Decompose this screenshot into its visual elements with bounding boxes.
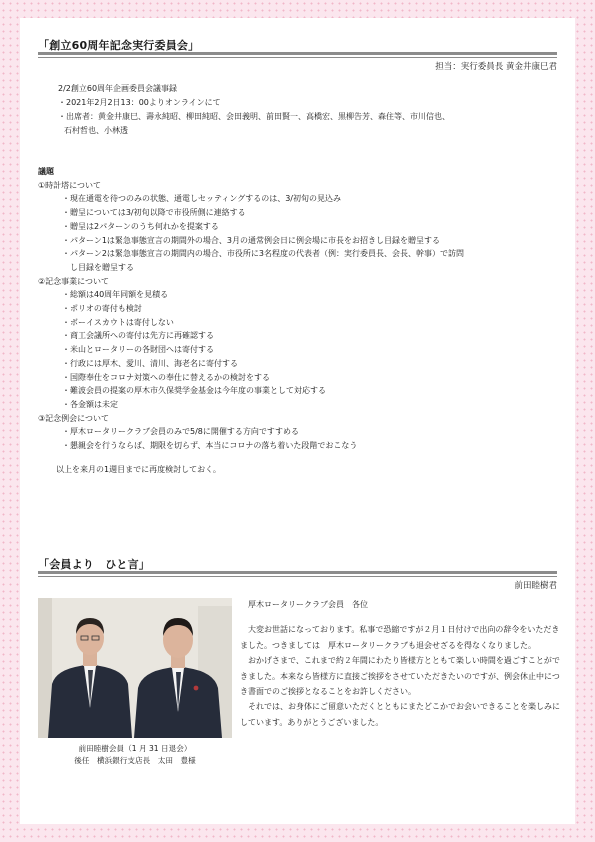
meeting-attendees: ・出席者：黄金井康巳、壽永純昭、柳田純昭、会田義明、前田賢一、高橋宏、黒柳告芳、森住等、市川信也、 — [58, 112, 450, 121]
topic-clock-tower: ①時計塔について — [38, 180, 102, 190]
section-heading-anniversary: 「創立60周年記念実行委員会」 — [38, 39, 200, 52]
list-item: ・行政には厚木、愛川、清川、海老名に寄付する — [62, 358, 238, 368]
list-item: ・難波会員の提案の厚木市久保奨学金基金は今年度の事業として対応する — [62, 386, 326, 396]
list-item: ・商工会議所への寄付は先方に再確認する — [62, 331, 214, 341]
caption-line-2: 後任 横浜銀行支店長 太田 豊様 — [74, 756, 196, 765]
letter-paragraph: おかげさまで、これまで約２年間にわたり皆様方とともて楽しい時間を過ごすことができました。本来なら皆様方に直接ご挨拶をさせていただきたいのですが、例会休止中につき書面でのご挨拶となることをお許しください。 — [240, 656, 560, 697]
section-rule-thin — [38, 57, 557, 58]
list-item: ・ポリオの寄付も検討 — [62, 304, 142, 314]
list-item: ・米山とロータリーの各財団へは寄付する — [62, 345, 214, 355]
list-item: ・贈呈については3/初旬以降で市役所側に連絡する — [62, 208, 246, 218]
section-rule-thin — [38, 576, 557, 577]
letter-paragraph: 大変お世話になっております。私事で恐縮ですが２月１日付けで出向の辞令をいただきました。つきましては 厚木ロータリークラブも退会せざるを得なくなりました。 — [240, 625, 560, 650]
topic-commemorative-meeting: ③記念例会について — [38, 413, 110, 423]
list-item: ・パターン1は緊急事態宣言の期間外の場合、3月の通常例会日に例会場に市長をお招きし目録を贈呈する — [62, 235, 441, 245]
section-rule-thick — [38, 571, 557, 574]
list-item: ・懇親会を行うならば、期限を切らず、本当にコロナの落ち着いた段階でおこなう — [62, 441, 358, 451]
list-item: ・総額は40周年同額を見積る — [62, 290, 169, 300]
section-heading-member-word: 「会員より ひと言」 — [38, 558, 150, 571]
list-item: ・各金額は未定 — [62, 399, 118, 409]
meeting-minutes — [58, 82, 450, 138]
meeting-attendees-cont: 石村哲也、小林透 — [64, 126, 128, 135]
list-item: ・贈呈は2パターンのうち何れかを提案する — [62, 221, 219, 231]
list-item: ・パターン2は緊急事態宣言の期間内の場合、市役所に3名程度の代表者（例：実行委員長、会長、幹事）で訪問 — [62, 249, 465, 259]
photo-caption — [38, 743, 232, 767]
list-item: ・現在通電を待つのみの状態、通電しセッティングするのは、3/初旬の見込み — [62, 194, 341, 204]
list-item: ・国際奉仕をコロナ対策への奉仕に替えるかの検討をする — [62, 372, 270, 382]
meeting-title: 2/2創立60周年企画委員会議事録 — [58, 84, 178, 93]
caption-line-1: 前田睦樹会員（1 月 31 日退会） — [78, 744, 192, 753]
farewell-letter — [240, 597, 560, 730]
agenda — [38, 165, 557, 476]
list-item: ・ボーイスカウトは寄付しない — [62, 317, 174, 327]
list-item: し目録を贈呈する — [70, 262, 134, 272]
responsible-person: 担当：実行委員長 黄金井康巳君 — [435, 62, 557, 72]
member-author: 前田睦樹君 — [514, 581, 557, 591]
topic-commemorative-project: ②記念事業について — [38, 276, 110, 286]
letter-paragraph: それでは、お身体にご留意いただくとともにまたどこかでお会いできることを楽しみにしています。ありがとうございました。 — [240, 702, 560, 727]
meeting-datetime: ・2021年2月2日13：00よりオンラインにて — [58, 98, 221, 107]
agenda-heading: 議題 — [38, 167, 54, 176]
section-rule-thick — [38, 52, 557, 55]
list-item: ・厚木ロータリークラブ会員のみで5/8に開催する方向ですすめる — [62, 427, 299, 437]
letter-address: 厚木ロータリークラブ会員 各位 — [248, 600, 368, 609]
agenda-closing: 以上を来月の1週目までに再度検討しておく。 — [56, 464, 221, 474]
member-photo — [38, 598, 232, 738]
